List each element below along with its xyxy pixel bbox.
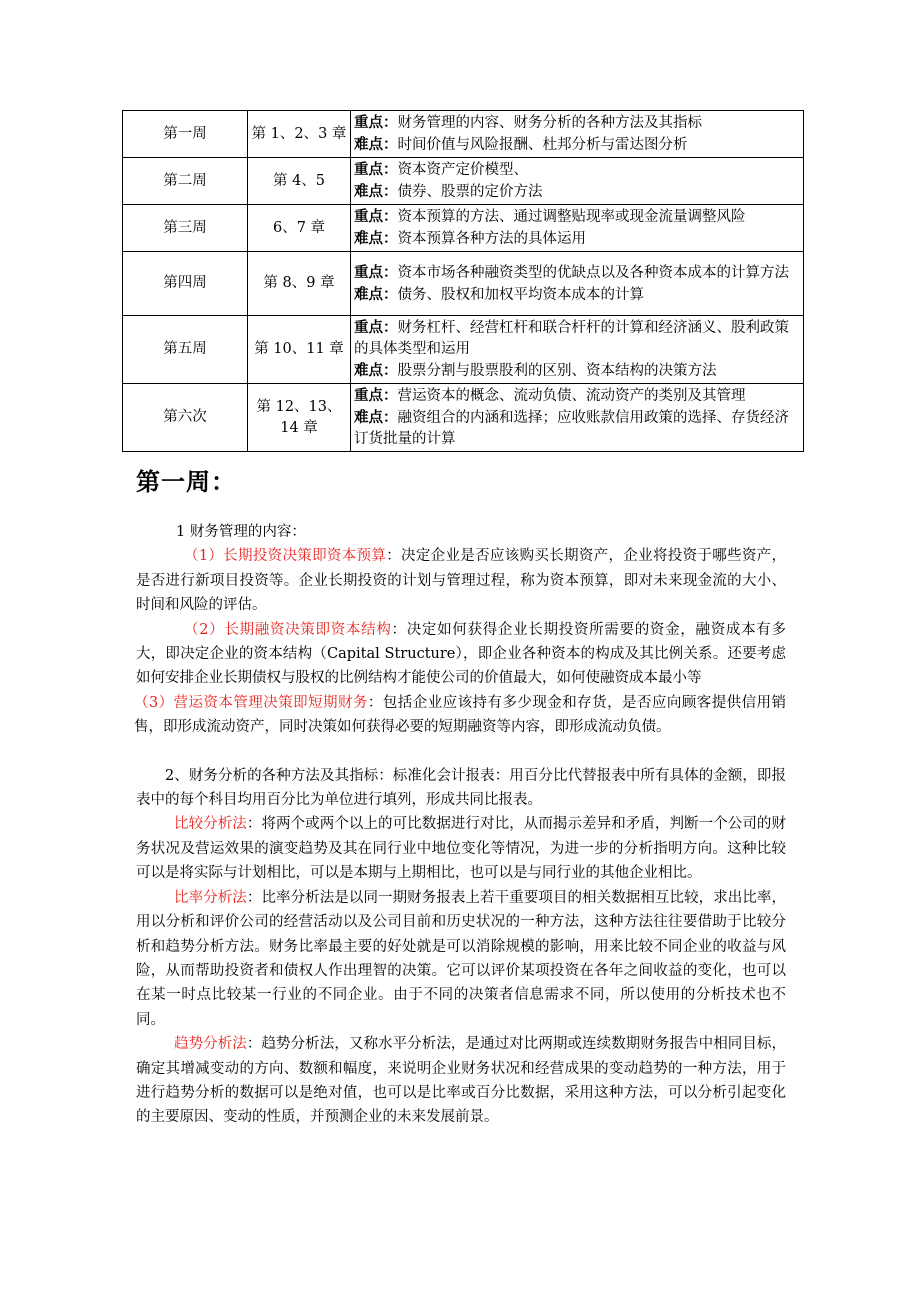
- week-cell: 第一周: [123, 111, 248, 158]
- term-label: 比率分析法: [174, 889, 247, 906]
- key-point: [354, 112, 800, 134]
- description-cell: [351, 111, 804, 158]
- difficulty-label: 难点：: [354, 183, 398, 200]
- table-row: [123, 158, 804, 205]
- paragraph-capital-budgeting: [136, 544, 786, 617]
- schedule-table: [122, 110, 804, 452]
- term-text: ：决定企业是否应该购买长期资产，企业将投资于哪些资产，是否进行新项目投资等。企业长期投资的计划与管理过程，称为资本预算，即对未来现金流的大小、时间和风险的评估。: [136, 548, 786, 614]
- term-text: ：趋势分析法，又称水平分析法，是通过对比两期或连续数期财务报告中相同目标，确定其增减变动的方向、数额和幅度，来说明企业财务状况和经营成果的变动趋势的一种方法，用于进行趋势分析的数据可以是绝对值，也可以是比率或百分比数据，采用这种方法，可以分析引起变化的主要原因、变动的性质，并预测企业的未来发展前景。: [136, 1036, 787, 1126]
- key-point: [354, 159, 800, 181]
- difficulty-text: 债务、股权和加权平均资本成本的计算: [397, 286, 644, 303]
- term-label: 趋势分析法: [174, 1036, 247, 1053]
- key-label: 重点：: [354, 319, 398, 336]
- section1-title: 1 财务管理的内容：: [176, 524, 306, 540]
- difficulty-point: [354, 134, 800, 156]
- spacer: [136, 740, 786, 764]
- difficulty-label: 难点：: [354, 136, 398, 153]
- key-point: [354, 206, 800, 228]
- difficulty-point: [354, 360, 800, 382]
- key-text: 资本市场各种融资类型的优缺点以及各种资本成本的计算方法: [397, 264, 789, 281]
- week-cell: 第五周: [123, 316, 248, 384]
- difficulty-text: 股票分割与股票股利的区别、资本结构的决策方法: [397, 363, 717, 379]
- table-row: [123, 384, 804, 452]
- table-row: [123, 205, 804, 252]
- week-cell: 第三周: [123, 205, 248, 252]
- term-text: ：比率分析法是以同一期财务报表上若干重要项目的相关数据相互比较，求出比率，用以分析和评价公司的经营活动以及公司目前和历史状况的一种方法，这种方法往往要借助于比较分析和趋势分析方法。财务比率最主要的好处就是可以消除规模的影响，用来比较不同企业的收益与风险，从而帮助投资者和债权人作出理智的决策。它可以评价某项投资在各年之间收益的变化，也可以在某一时点比较某一行业的不同企业。由于不同的决策者信息需求不同，所以使用的分析技术也不同。: [136, 889, 787, 1028]
- difficulty-label: 难点：: [354, 362, 398, 379]
- description-cell: [351, 384, 804, 452]
- chapters-cell: 第 4、5: [248, 158, 351, 205]
- term-text: ：将两个或两个以上的可比数据进行对比，从而揭示差异和矛盾，判断一个公司的财务状况及营运效果的演变趋势及其在同行业中地位变化等情况，为进一步的分析指明方向。这种比较可以是将实际与计划相比，可以是本期与上期相比，也可以是与同行业的其他企业相比。: [136, 816, 787, 882]
- key-point: [354, 262, 800, 284]
- document-body: [136, 520, 786, 1130]
- week-cell: 第二周: [123, 158, 248, 205]
- term-text: ：决定如何获得企业长期投资所需要的资金，融资成本有多大，即决定企业的资本结构（Capital Structure），即企业各种资本的构成及其比例关系。还要考虑如何安排企业长期债权与股权的比例结构才能使公司的价值最大，如何使融资成本最小等: [136, 621, 786, 687]
- difficulty-label: 难点：: [354, 409, 398, 426]
- chapters-cell: 第 1、2、3 章: [248, 111, 351, 158]
- key-text: 资本资产定价模型、: [397, 162, 528, 178]
- difficulty-point: [354, 181, 800, 203]
- paragraph-trend-analysis: [136, 1032, 786, 1130]
- week-cell: 第六次: [123, 384, 248, 452]
- table-row: [123, 111, 804, 158]
- key-text: 营运资本的概念、流动负债、流动资产的类别及其管理: [397, 388, 746, 404]
- difficulty-text: 时间价值与风险报酬、杜邦分析与雷达图分析: [397, 137, 688, 153]
- section-heading: 第一周：: [136, 468, 236, 496]
- key-text: 资本预算的方法、通过调整贴现率或现金流量调整风险: [397, 209, 746, 225]
- chapters-cell: 6、7 章: [248, 205, 351, 252]
- difficulty-point: [354, 228, 800, 250]
- table-row: [123, 252, 804, 316]
- description-cell: [351, 158, 804, 205]
- key-label: 重点：: [354, 161, 398, 178]
- week-cell: 第四周: [123, 252, 248, 316]
- key-label: 重点：: [354, 114, 398, 131]
- key-label: 重点：: [354, 208, 398, 225]
- term-label: 比较分析法: [174, 816, 247, 833]
- key-point: [354, 385, 800, 407]
- chapters-cell: 第 12、13、14 章: [248, 384, 351, 452]
- difficulty-label: 难点：: [354, 230, 398, 247]
- chapters-cell: 第 8、9 章: [248, 252, 351, 316]
- chapters-cell: 第 10、11 章: [248, 316, 351, 384]
- difficulty-text: 债券、股票的定价方法: [397, 184, 543, 200]
- section2-intro: 2、财务分析的各种方法及其指标：标准化会计报表：用百分比代替报表中所有具体的金额，即报表中的每个科目均用百分比为单位进行填列，形成共同比报表。: [136, 767, 786, 809]
- key-label: 重点：: [354, 263, 398, 281]
- term-label: （3）营运资本管理决策即短期财务: [134, 694, 368, 711]
- table-row: [123, 316, 804, 384]
- description-cell: [351, 316, 804, 384]
- difficulty-text: 资本预算各种方法的具体运用: [397, 231, 586, 247]
- term-label: （2）长期融资决策即资本结构: [184, 621, 392, 638]
- paragraph-working-capital: [134, 691, 786, 740]
- paragraph-comparative-analysis: [136, 812, 786, 885]
- key-point: [354, 317, 800, 360]
- key-text: 财务杠杆、经营杠杆和联合杆杆的计算和经济涵义、股利政策的具体类型和运用: [354, 320, 789, 357]
- paragraph-ratio-analysis: [136, 886, 786, 1032]
- key-text: 财务管理的内容、财务分析的各种方法及其指标: [397, 115, 702, 131]
- difficulty-text: 融资组合的内涵和选择；应收账款信用政策的选择、存货经济订货批量的计算: [354, 410, 789, 447]
- description-cell: [351, 252, 804, 316]
- key-label: 重点：: [354, 387, 398, 404]
- paragraph-capital-structure: [136, 618, 786, 691]
- term-text: ：包括企业应该持有多少现金和存货，是否应向顾客提供信用销售，即形成流动资产，同时决策如何获得必要的短期融资等内容，即形成流动负债。: [134, 694, 787, 736]
- difficulty-point: [354, 407, 800, 450]
- difficulty-point: [354, 284, 800, 306]
- difficulty-label: 难点：: [354, 285, 398, 303]
- description-cell: [351, 205, 804, 252]
- schedule-table-body: [123, 111, 804, 452]
- term-label: （1）长期投资决策即资本预算: [184, 548, 387, 565]
